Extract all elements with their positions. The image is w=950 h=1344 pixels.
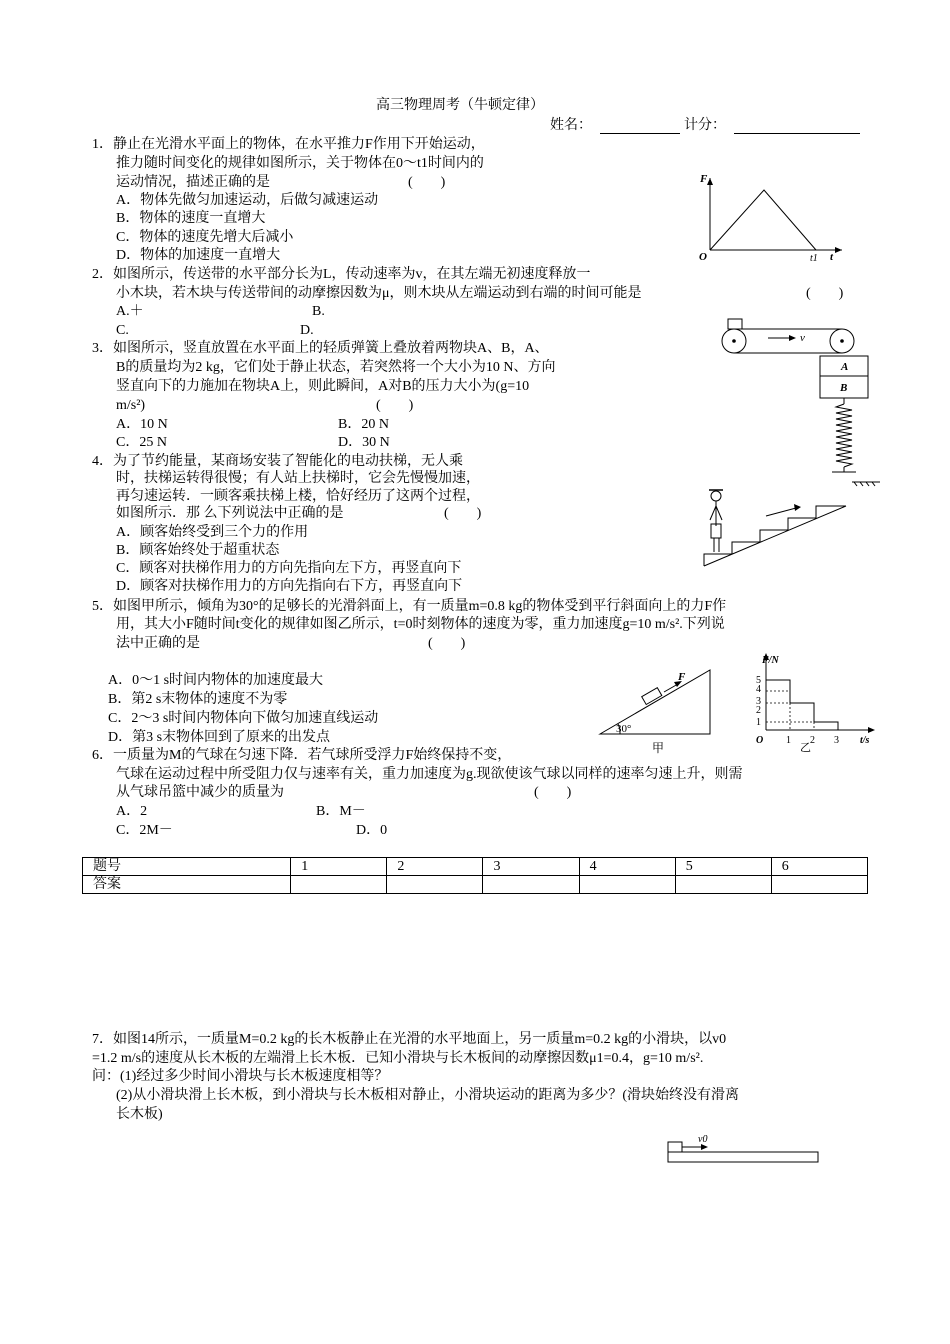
q5-option-a: A．0～1 s时间内物体的加速度最大 xyxy=(108,673,324,688)
q3-option-b: B．20 N xyxy=(338,417,389,432)
q3-line1: 3．如图所示，竖直放置在水平面上的轻质弹簧上叠放着两物块A、B，A、 xyxy=(92,341,549,356)
q5-yi-caption: 乙 xyxy=(800,742,811,752)
q2-paren: ( ) xyxy=(806,286,844,301)
table-row xyxy=(83,858,868,876)
q3-line3: 竖直向下的力施加在物块A上，则此瞬间，A对B的压力大小为(g=10 xyxy=(116,379,530,394)
table-cell: 6 xyxy=(771,858,867,876)
answer-cell[interactable] xyxy=(675,876,771,894)
q1-graph-f-label: F xyxy=(700,173,708,185)
q1-option-c: C．物体的速度先增大后减小 xyxy=(116,230,294,245)
answer-cell[interactable] xyxy=(771,876,867,894)
q6-line3: 从气球吊篮中减少的质量为 xyxy=(116,785,284,800)
q3-block-b-label: B xyxy=(840,382,848,394)
q5-option-c: C．2～3 s时间内物体向下做匀加速直线运动 xyxy=(108,711,379,726)
q3-option-d: D．30 N xyxy=(338,435,390,450)
table-cell: 2 xyxy=(387,858,483,876)
q6-line1: 6．一质量为M的气球在匀速下降．若气球所受浮力F始终保持不变， xyxy=(92,748,512,763)
q1-graph-origin: O xyxy=(699,251,707,263)
q5-yi-origin: O xyxy=(756,735,764,746)
q2-option-b: B. xyxy=(312,304,325,319)
table-cell: 答案 xyxy=(83,876,291,894)
q4-line1: 4．为了节约能量，某商场安装了智能化的电动扶梯，无人乘 xyxy=(92,454,463,469)
q7-board-block-diagram xyxy=(664,1130,824,1168)
q3-line4: m/s²) xyxy=(116,398,146,413)
q1-line2: 推力随时间变化的规律如图所示，关于物体在0～t1时间内的 xyxy=(116,156,484,171)
q5-line3: 法中正确的是 xyxy=(116,636,200,651)
q1-option-a: A．物体先做匀加速运动，后做匀减速运动 xyxy=(116,193,379,208)
q3-line2: B的质量均为2 kg，它们处于静止状态，若突然将一个大小为10 N、方向 xyxy=(116,360,556,375)
q5-option-b: B．第2 s末物体的速度不为零 xyxy=(108,692,288,707)
q5-jia-caption: 甲 xyxy=(652,741,665,755)
score-blank[interactable] xyxy=(734,117,860,134)
answer-table xyxy=(82,857,868,894)
q1-force-time-graph xyxy=(692,168,852,268)
q5-option-d: D．第3 s末物体回到了原来的出发点 xyxy=(108,730,331,745)
q2-option-c: C. xyxy=(116,323,129,338)
q5-yi-tick-3: 3 xyxy=(756,696,761,707)
q1-line1: 1．静止在光滑水平面上的物体，在水平推力F作用下开始运动， xyxy=(92,137,485,152)
q4-option-c: C．顾客对扶梯作用力的方向先指向左下方，再竖直向下 xyxy=(116,561,462,576)
q3-block-a-label: A xyxy=(841,361,849,373)
q5-line2: 用，其大小F随时间t变化的规律如图乙所示，t=0时刻物体的速度为零，重力加速度g=10 m/s².下列说 xyxy=(116,617,725,632)
answer-cell[interactable] xyxy=(387,876,483,894)
q2-option-a: A.＋ xyxy=(116,304,144,319)
q4-paren: ( ) xyxy=(444,506,482,521)
q6-line2: 气球在运动过程中所受阻力仅与速率有关，重力加速度为g.现欲使该气球以同样的速率匀速上升，则需 xyxy=(116,767,743,782)
q5-yi-x-axis-label: t/s xyxy=(860,735,870,746)
name-blank[interactable] xyxy=(600,117,680,134)
q5-yi-tick-5: 5 xyxy=(756,675,761,686)
q1-paren: ( ) xyxy=(408,175,446,190)
q5-yi-tick-x3: 3 xyxy=(834,735,839,746)
table-cell: 4 xyxy=(579,858,675,876)
q5-line1: 5．如图甲所示，倾角为30°的足够长的光滑斜面上，有一质量m=0.8 kg的物体受到平行斜面向上的力F作 xyxy=(92,599,727,614)
q5-yi-tick-1: 1 xyxy=(756,717,761,728)
q4-option-d: D．顾客对扶梯作用力的方向先指向右下方，再竖直向下 xyxy=(116,579,463,594)
q1-graph-t-label: t xyxy=(830,251,834,263)
q2-line1: 2．如图所示，传送带的水平部分长为L，传动速率为v，在其左端无初速度释放一 xyxy=(92,267,591,282)
q4-line3: 再匀速运转．一顾客乘扶梯上楼，恰好经历了这两个过程， xyxy=(116,489,480,504)
q1-line3: 运动情况，描述正确的是 xyxy=(116,175,270,190)
q1-option-b: B．物体的速度一直增大 xyxy=(116,211,266,226)
q5-jia-force-label: F xyxy=(678,671,686,683)
q3-spring-blocks-diagram xyxy=(808,354,888,490)
q7-line3: 问：(1)经过多少时间小滑块与长木板速度相等？ xyxy=(92,1069,389,1084)
q4-option-a: A．顾客始终受到三个力的作用 xyxy=(116,525,309,540)
q7-line1: 7．如图14所示，一质量M=0.2 kg的长木板静止在光滑的水平地面上，另一质量m=0.2 kg的小滑块，以v0 xyxy=(92,1032,727,1047)
q1-graph-t1-label: t1 xyxy=(810,253,818,264)
table-cell: 1 xyxy=(291,858,387,876)
q6-option-d: D．0 xyxy=(356,823,388,838)
page-title: 高三物理周考（牛顿定律） xyxy=(376,98,544,113)
q3-option-a: A．10 N xyxy=(116,417,168,432)
q6-option-c: C．2M－ xyxy=(116,823,173,838)
score-label: 计分： xyxy=(684,118,726,133)
answer-cell[interactable] xyxy=(483,876,579,894)
q1-option-d: D．物体的加速度一直增大 xyxy=(116,248,281,263)
q5-paren: ( ) xyxy=(428,636,466,651)
q5-jia-angle-label: 30° xyxy=(616,723,632,735)
q4-option-b: B．顾客始终处于超重状态 xyxy=(116,543,280,558)
name-label: 姓名： xyxy=(550,118,592,133)
q7-v0-label: v0 xyxy=(698,1134,708,1145)
q4-escalator-diagram xyxy=(698,478,858,572)
q3-option-c: C．25 N xyxy=(116,435,167,450)
table-row xyxy=(83,876,868,894)
table-cell: 3 xyxy=(483,858,579,876)
q5-yi-tick-4: 4 xyxy=(756,684,761,695)
answer-cell[interactable] xyxy=(291,876,387,894)
q7-line4: (2)从小滑块滑上长木板，到小滑块与长木板相对静止，小滑块运动的距离为多少？(滑块始终没有滑离 xyxy=(116,1088,739,1103)
q4-line4: 如图所示．那 么下列说法中正确的是 xyxy=(116,506,344,521)
q6-option-a: A．2 xyxy=(116,804,148,819)
q6-option-b: B．M－ xyxy=(316,804,366,819)
q7-line5: 长木板) xyxy=(116,1107,163,1122)
q5-yi-tick-2: 2 xyxy=(756,705,761,716)
q6-paren: ( ) xyxy=(534,785,572,800)
table-cell: 题号 xyxy=(83,858,291,876)
q5-yi-y-axis-label: F/N xyxy=(762,655,779,666)
q2-option-d: D. xyxy=(300,323,314,338)
q5-yi-tick-x1: 1 xyxy=(786,735,791,746)
q2-line2: 小木块，若木块与传送带间的动摩擦因数为μ，则木块从左端运动到右端的时间可能是 xyxy=(116,286,642,301)
q5-yi-tick-x2: 2 xyxy=(810,735,815,746)
q5-force-time-graph-yi xyxy=(752,650,880,752)
answer-cell[interactable] xyxy=(579,876,675,894)
q5-incline-diagram-jia xyxy=(594,664,716,758)
q3-paren: ( ) xyxy=(376,398,414,413)
q2-velocity-label: v xyxy=(800,332,805,344)
q4-line2: 时，扶梯运转得很慢；有人站上扶梯时，它会先慢慢加速， xyxy=(116,471,480,486)
table-cell: 5 xyxy=(675,858,771,876)
q7-line2: =1.2 m/s的速度从长木板的左端滑上长木板．已知小滑块与长木板间的动摩擦因数μ1=0.4，g=10 m/s². xyxy=(92,1051,704,1066)
